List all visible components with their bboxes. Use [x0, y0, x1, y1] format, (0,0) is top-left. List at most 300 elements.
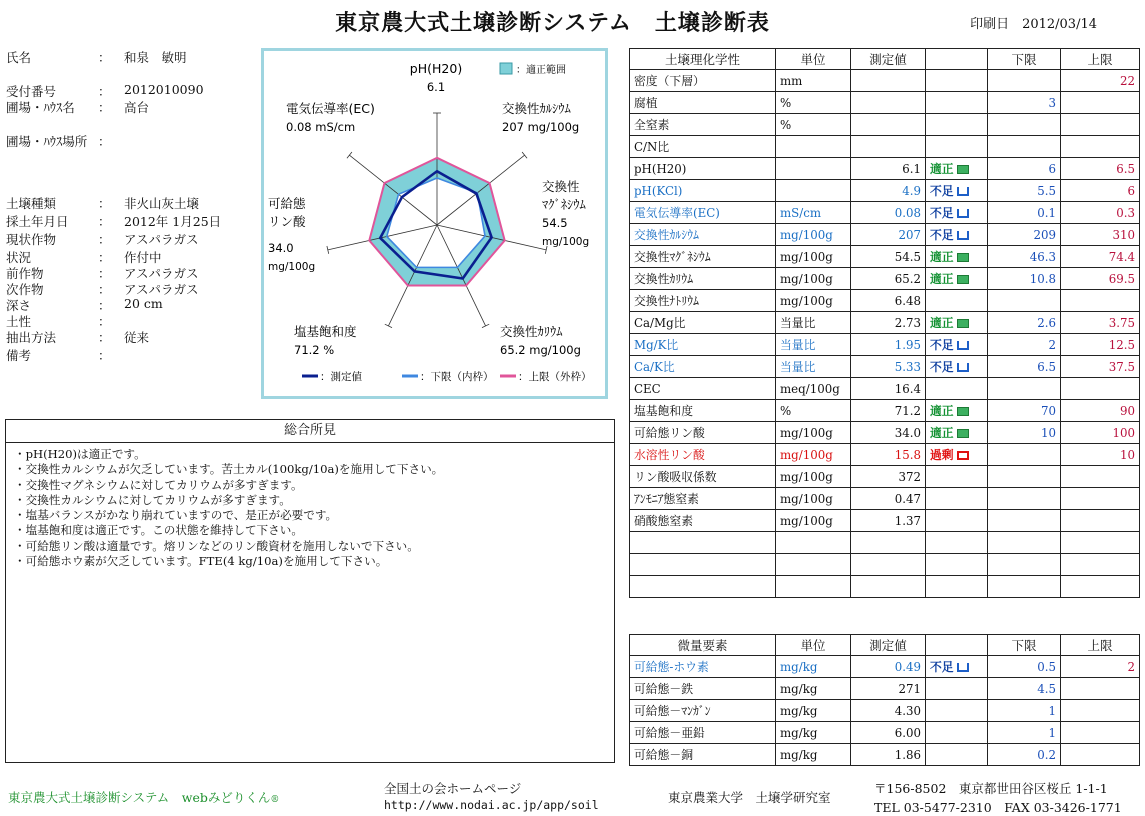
lower-limit-cell: 3 [988, 92, 1061, 114]
info-row [6, 346, 256, 362]
item-name-cell [630, 532, 776, 554]
table-row [630, 246, 1140, 268]
info-colon: ： [98, 134, 111, 149]
status-cell [926, 356, 988, 378]
info-row [6, 328, 256, 344]
item-name-cell: Ca/Mg比 [630, 312, 776, 334]
legend-label-upper: ：上限（外枠） [518, 371, 592, 383]
ok-icon [957, 165, 969, 174]
info-value: 20 cm [124, 296, 163, 311]
item-name-cell: CEC [630, 378, 776, 400]
info-row [6, 98, 256, 114]
status-cell [926, 224, 988, 246]
status-cell [926, 678, 988, 700]
summary-panel [5, 419, 615, 763]
upper-limit-cell [1061, 114, 1140, 136]
measured-value-cell: 0.49 [851, 656, 926, 678]
table-row [630, 334, 1140, 356]
deficit-icon [957, 663, 969, 672]
summary-line: ・塩基バランスがかなり崩れていますので、是正が必要です。 [14, 508, 338, 523]
lower-limit-cell [988, 114, 1061, 136]
info-colon: ： [98, 250, 111, 265]
measured-value-cell: 6.00 [851, 722, 926, 744]
info-label: 採土年月日 [6, 214, 69, 229]
deficit-icon [957, 209, 969, 218]
info-row [6, 48, 256, 64]
measured-value-cell: 54.5 [851, 246, 926, 268]
status-label: 不足 [930, 360, 954, 374]
summary-line: ・交換性カルシウムに対してカリウムが多すぎます。 [14, 492, 291, 507]
info-colon: ： [98, 100, 111, 115]
measured-value-cell: 15.8 [851, 444, 926, 466]
upper-limit-cell [1061, 290, 1140, 312]
item-name-cell: 腐植 [630, 92, 776, 114]
lower-limit-cell [988, 532, 1061, 554]
item-name-cell: C/N比 [630, 136, 776, 158]
info-label: 抽出方法 [6, 330, 57, 345]
summary-list [14, 447, 614, 569]
item-name-cell: 交換性ﾏｸﾞﾈｼｳﾑ [630, 246, 776, 268]
item-name-cell: 交換性ｶﾘｳﾑ [630, 268, 776, 290]
table-row [630, 356, 1140, 378]
info-label: 圃場・ﾊｳｽ名 [6, 100, 75, 115]
status-label: 適正 [930, 272, 954, 286]
axis-label: 交換性 [542, 179, 580, 194]
item-name-cell [630, 554, 776, 576]
measured-value-cell: 0.47 [851, 488, 926, 510]
ok-icon [957, 253, 969, 262]
lower-limit-cell: 1 [988, 700, 1061, 722]
upper-limit-cell [1061, 722, 1140, 744]
lower-limit-cell: 1 [988, 722, 1061, 744]
measured-value-cell: 207 [851, 224, 926, 246]
measured-value-cell [851, 70, 926, 92]
axis-value: 0.08 mS/cm [286, 120, 356, 134]
axis-tick [522, 152, 527, 158]
axis-label: リン酸 [268, 214, 306, 229]
upper-limit-cell [1061, 678, 1140, 700]
unit-cell [776, 158, 851, 180]
status-cell [926, 510, 988, 532]
info-colon: ： [98, 50, 111, 65]
column-header: 微量要素 [630, 635, 776, 656]
status-cell [926, 532, 988, 554]
axis-value: 6.1 [426, 80, 446, 94]
table-row [630, 114, 1140, 136]
status-label: 不足 [930, 184, 954, 198]
info-label: 圃場・ﾊｳｽ場所 [6, 134, 88, 149]
table-row [630, 722, 1140, 744]
info-value: アスパラガス [124, 282, 199, 297]
legend-label-measured: ：測定値 [320, 371, 362, 383]
status-cell [926, 70, 988, 92]
lower-limit-cell: 5.5 [988, 180, 1061, 202]
unit-cell: mg/100g [776, 510, 851, 532]
info-colon: ： [98, 266, 111, 281]
table-row [630, 224, 1140, 246]
table-row [630, 532, 1140, 554]
report-title: 東京農大式土壌診断システム 土壌診断表 [335, 10, 770, 36]
measured-value-cell [851, 136, 926, 158]
info-label: 状況 [6, 250, 32, 265]
lower-limit-cell: 6.5 [988, 356, 1061, 378]
table-row [630, 136, 1140, 158]
info-colon: ： [98, 330, 111, 345]
info-row [6, 212, 256, 228]
status-cell [926, 700, 988, 722]
lower-limit-cell [988, 290, 1061, 312]
radar-chart-panel [261, 48, 608, 399]
info-label: 備考 [6, 348, 32, 363]
info-colon: ： [98, 196, 111, 211]
axis-tick [482, 324, 489, 327]
measured-value-cell: 4.9 [851, 180, 926, 202]
table-row [630, 70, 1140, 92]
info-value: 従来 [124, 330, 150, 345]
unit-cell: meq/100g [776, 378, 851, 400]
measured-value-cell: 16.4 [851, 378, 926, 400]
info-row [6, 248, 256, 264]
deficit-icon [957, 363, 969, 372]
upper-limit-cell [1061, 576, 1140, 598]
item-name-cell: 水溶性リン酸 [630, 444, 776, 466]
item-name-cell: 硝酸態窒素 [630, 510, 776, 532]
unit-cell: 当量比 [776, 356, 851, 378]
status-cell [926, 202, 988, 224]
item-name-cell: 可給態-ホウ素 [630, 656, 776, 678]
info-row [6, 312, 256, 328]
ok-icon [957, 275, 969, 284]
lower-limit-cell: 6 [988, 158, 1061, 180]
status-label: 不足 [930, 206, 954, 220]
column-header: 上限 [1061, 635, 1140, 656]
table-row [630, 488, 1140, 510]
unit-cell: 当量比 [776, 334, 851, 356]
unit-cell: mg/100g [776, 422, 851, 444]
info-colon: ： [98, 232, 111, 247]
summary-line: ・交換性マグネシウムに対してカリウムが多すぎます。 [14, 477, 303, 492]
axis-value: 207 mg/100g [502, 120, 580, 134]
measured-value-cell: 65.2 [851, 268, 926, 290]
table-row [630, 576, 1140, 598]
summary-line: ・塩基飽和度は適正です。この状態を維持して下さい。 [14, 523, 303, 538]
table-row [630, 510, 1140, 532]
deficit-icon [957, 187, 969, 196]
info-label: 氏名 [6, 50, 32, 65]
status-label: 適正 [930, 162, 954, 176]
table-row [630, 290, 1140, 312]
table-row [630, 466, 1140, 488]
table-row [630, 180, 1140, 202]
axis-label: 交換性ｶﾘｳﾑ [500, 324, 563, 339]
info-value: アスパラガス [124, 232, 199, 247]
lower-limit-cell: 70 [988, 400, 1061, 422]
measured-value-cell: 6.48 [851, 290, 926, 312]
item-name-cell: 密度（下層） [630, 70, 776, 92]
unit-cell: mg/100g [776, 268, 851, 290]
info-colon: ： [98, 84, 111, 99]
measured-value-cell: 1.37 [851, 510, 926, 532]
item-name-cell: 可給態－亜鉛 [630, 722, 776, 744]
item-name-cell: pH(KCl) [630, 180, 776, 202]
axis-tick [347, 152, 352, 158]
upper-limit-cell: 74.4 [1061, 246, 1140, 268]
measured-value-cell: 372 [851, 466, 926, 488]
column-header: 上限 [1061, 49, 1140, 70]
unit-cell: % [776, 400, 851, 422]
info-colon: ： [98, 314, 111, 329]
summary-line: ・交換性カルシウムが欠乏しています。苦土カル(100kg/10a)を施用して下さい。 [14, 462, 444, 477]
info-row [6, 230, 256, 246]
homepage-label: 全国土の会ホームページ [384, 781, 522, 796]
unit-cell [776, 136, 851, 158]
unit-cell [776, 532, 851, 554]
table-row [630, 400, 1140, 422]
brand-text: 東京農大式土壌診断システム webみどりくん [8, 790, 271, 805]
column-header [926, 635, 988, 656]
info-value: 作付中 [124, 250, 162, 265]
info-row [6, 280, 256, 296]
unit-cell: mg/100g [776, 224, 851, 246]
range-legend-label: ：適正範囲 [516, 65, 566, 76]
info-value: 高台 [124, 100, 150, 115]
axis-label: pH(H20) [409, 61, 463, 76]
upper-limit-cell: 22 [1061, 70, 1140, 92]
info-label: 現状作物 [6, 232, 57, 247]
footer-brand [8, 788, 279, 806]
axis-unit: mg/100g [268, 261, 316, 273]
status-cell [926, 444, 988, 466]
axis-label: 可給態 [268, 196, 306, 211]
lower-limit-cell: 0.5 [988, 656, 1061, 678]
table-row [630, 700, 1140, 722]
axis-value: 65.2 mg/100g [500, 343, 581, 357]
upper-limit-cell [1061, 554, 1140, 576]
homepage-link[interactable]: http://www.nodai.ac.jp/app/soil [384, 798, 599, 812]
measured-value-cell [851, 114, 926, 136]
axis-value: 34.0 [268, 241, 294, 255]
column-header: 測定値 [851, 49, 926, 70]
upper-limit-cell: 10 [1061, 444, 1140, 466]
info-label: 前作物 [6, 266, 44, 281]
info-colon: ： [98, 348, 111, 363]
unit-cell: % [776, 114, 851, 136]
info-colon: ： [98, 282, 111, 297]
unit-cell: mg/100g [776, 246, 851, 268]
measured-value-cell: 1.86 [851, 744, 926, 766]
table-header-row [630, 49, 1140, 70]
status-cell [926, 246, 988, 268]
unit-cell: mg/kg [776, 744, 851, 766]
range-legend-swatch [500, 63, 512, 74]
item-name-cell: リン酸吸収係数 [630, 466, 776, 488]
ok-icon [957, 319, 969, 328]
item-name-cell: 交換性ﾅﾄﾘｳﾑ [630, 290, 776, 312]
summary-line: ・可給態リン酸は適量です。熔リンなどのリン酸資材を施用しないで下さい。 [14, 538, 419, 553]
status-cell [926, 378, 988, 400]
info-value: 2012年 1月25日 [124, 214, 222, 229]
table-row [630, 656, 1140, 678]
measured-value-cell: 71.2 [851, 400, 926, 422]
lower-limit-cell [988, 136, 1061, 158]
status-label: 不足 [930, 228, 954, 242]
table-row [630, 554, 1140, 576]
lower-limit-cell [988, 510, 1061, 532]
axis-label: 塩基飽和度 [294, 324, 357, 339]
axis-value: 71.2 % [294, 343, 335, 357]
table-row [630, 202, 1140, 224]
lower-limit-cell [988, 444, 1061, 466]
lower-limit-cell [988, 466, 1061, 488]
axis-unit: mg/100g [542, 236, 590, 248]
item-name-cell: 電気伝導率(EC) [630, 202, 776, 224]
info-value: 和泉 敏明 [124, 50, 187, 65]
column-header [926, 49, 988, 70]
upper-limit-cell: 3.75 [1061, 312, 1140, 334]
column-header: 下限 [988, 635, 1061, 656]
measured-value-cell [851, 532, 926, 554]
status-cell [926, 422, 988, 444]
lower-limit-cell [988, 378, 1061, 400]
unit-cell: mg/100g [776, 488, 851, 510]
info-label: 深さ [6, 298, 32, 313]
soil-properties-table [629, 48, 1140, 598]
info-value: アスパラガス [124, 266, 199, 281]
info-row [6, 132, 256, 148]
measured-value-cell: 6.1 [851, 158, 926, 180]
status-cell [926, 290, 988, 312]
info-value: 非火山灰土壌 [124, 196, 200, 211]
status-label: 過剰 [930, 448, 954, 462]
measured-value-cell: 271 [851, 678, 926, 700]
micro-elements-table [629, 634, 1140, 766]
lab-name: 東京農業大学 土壌学研究室 [668, 790, 831, 805]
status-cell [926, 656, 988, 678]
table-row [630, 268, 1140, 290]
status-label: 適正 [930, 404, 954, 418]
status-cell [926, 158, 988, 180]
item-name-cell: 交換性ｶﾙｼｳﾑ [630, 224, 776, 246]
measured-value-cell [851, 92, 926, 114]
item-name-cell [630, 576, 776, 598]
table-row [630, 444, 1140, 466]
column-header: 単位 [776, 49, 851, 70]
unit-cell: mg/kg [776, 678, 851, 700]
unit-cell: % [776, 92, 851, 114]
unit-cell [776, 554, 851, 576]
summary-heading: 総合所見 [6, 420, 614, 443]
summary-line: ・pH(H20)は適正です。 [14, 447, 146, 461]
deficit-icon [957, 231, 969, 240]
measured-value-cell: 2.73 [851, 312, 926, 334]
measured-value-cell: 34.0 [851, 422, 926, 444]
status-label: 適正 [930, 316, 954, 330]
unit-cell: mS/cm [776, 202, 851, 224]
item-name-cell: 全窒素 [630, 114, 776, 136]
status-label: 適正 [930, 426, 954, 440]
lower-limit-cell: 4.5 [988, 678, 1061, 700]
registered-mark: ® [270, 795, 280, 805]
table-row [630, 92, 1140, 114]
info-row [6, 82, 256, 98]
table-row [630, 744, 1140, 766]
item-name-cell: ｱﾝﾓﾆｱ態窒素 [630, 488, 776, 510]
table-row [630, 312, 1140, 334]
measured-value-cell [851, 576, 926, 598]
excess-icon [957, 451, 969, 460]
status-cell [926, 114, 988, 136]
unit-cell: mm [776, 70, 851, 92]
upper-limit-cell [1061, 744, 1140, 766]
status-label: 不足 [930, 660, 954, 674]
upper-limit-cell: 6.5 [1061, 158, 1140, 180]
lower-limit-cell [988, 70, 1061, 92]
upper-limit-cell [1061, 700, 1140, 722]
upper-limit-cell: 0.3 [1061, 202, 1140, 224]
axis-label: 交換性ｶﾙｼｳﾑ [502, 101, 571, 116]
lower-limit-cell: 2.6 [988, 312, 1061, 334]
lower-limit-cell [988, 576, 1061, 598]
unit-cell [776, 576, 851, 598]
upper-limit-cell: 37.5 [1061, 356, 1140, 378]
measured-value-cell [851, 554, 926, 576]
info-colon: ： [98, 214, 111, 229]
item-name-cell: 可給態リン酸 [630, 422, 776, 444]
upper-limit-cell: 6 [1061, 180, 1140, 202]
status-cell [926, 136, 988, 158]
lower-limit-cell [988, 554, 1061, 576]
upper-limit-cell [1061, 136, 1140, 158]
lower-limit-cell: 46.3 [988, 246, 1061, 268]
table-row [630, 158, 1140, 180]
item-name-cell: pH(H20) [630, 158, 776, 180]
info-row [6, 264, 256, 280]
lower-limit-cell: 209 [988, 224, 1061, 246]
info-row [6, 194, 256, 210]
axis-label: 電気伝導率(EC) [286, 101, 375, 116]
ok-icon [957, 407, 969, 416]
summary-line: ・可給態ホウ素が欠乏しています。FTE(4 kg/10a)を施用して下さい。 [14, 554, 388, 569]
upper-limit-cell [1061, 378, 1140, 400]
axis-label: ﾏｸﾞﾈｼｳﾑ [542, 197, 586, 212]
upper-limit-cell: 90 [1061, 400, 1140, 422]
measured-value-cell: 5.33 [851, 356, 926, 378]
info-colon: ： [98, 298, 111, 313]
lab-phone: TEL 03-5477-2310 FAX 03-3426-1771 [874, 800, 1122, 815]
axis-tick [385, 324, 392, 327]
status-cell [926, 180, 988, 202]
table-header-row [630, 635, 1140, 656]
status-label: 不足 [930, 338, 954, 352]
unit-cell: mg/100g [776, 290, 851, 312]
table-row [630, 678, 1140, 700]
unit-cell: mg/kg [776, 656, 851, 678]
item-name-cell: Ca/K比 [630, 356, 776, 378]
status-cell [926, 488, 988, 510]
status-cell [926, 312, 988, 334]
column-header: 単位 [776, 635, 851, 656]
table-row [630, 378, 1140, 400]
upper-limit-cell [1061, 488, 1140, 510]
lower-limit-cell: 0.1 [988, 202, 1061, 224]
legend-label-lower: ：下限（内枠） [420, 371, 494, 383]
status-cell [926, 722, 988, 744]
column-header: 下限 [988, 49, 1061, 70]
status-cell [926, 466, 988, 488]
lower-limit-cell [988, 488, 1061, 510]
item-name-cell: 可給態－ﾏﾝｶﾞﾝ [630, 700, 776, 722]
upper-limit-cell [1061, 466, 1140, 488]
